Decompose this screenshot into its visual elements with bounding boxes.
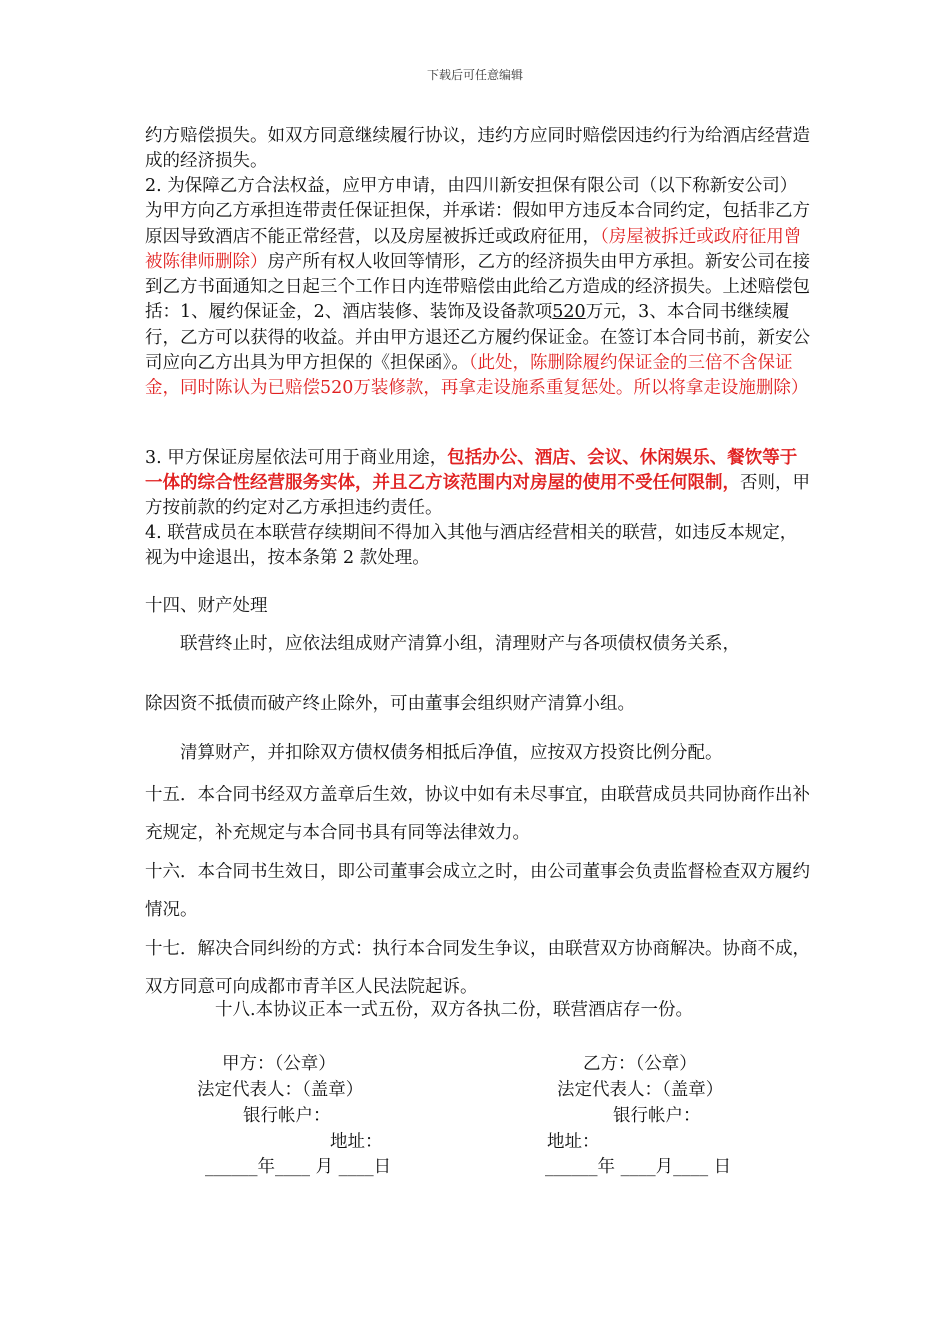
clause-2-text-b: 房产所有权人收回等情形，乙方的经济损失由甲方承担。新安公司在接到乙方书面通知之日起三个工作日内连带赔偿由此给乙方造成的经济损失。上述赔偿包括：1、履约保证金，2、酒店装修、装饰及设备款项 [145, 251, 810, 323]
clause-2 [145, 174, 810, 402]
paragraph-compensation: 约方赔偿损失。如双方同意继续履行协议，违约方应同时赔偿因违约行为给酒店经营造成的经济损失。 [145, 126, 810, 171]
section-17: 十七．解决合同纠纷的方式：执行本合同发生争议，由联营双方协商解决。协商不成，双方同意可向成都市青羊区人民法院起诉。 [145, 939, 810, 997]
party-b-date: ______年 ____月____ 日 [545, 1157, 732, 1177]
party-b-bank: 银行帐户： [613, 1106, 701, 1126]
section-15: 十五．本合同书经双方盖章后生效，协议中如有未尽事宜，由联营成员共同协商作出补充规定，补充规定与本合同书具有同等法律效力。 [145, 785, 810, 843]
party-a-rep: 法定代表人：（盖章） [197, 1080, 364, 1100]
party-a-date: ______年____ 月 ____日 [205, 1157, 392, 1177]
party-a-address: 地址： [330, 1132, 383, 1152]
section-16: 十六．本合同书生效日，即公司董事会成立之时，由公司董事会负责监督检查双方履约情况。 [145, 862, 810, 920]
clause-3 [145, 446, 810, 521]
party-b-rep: 法定代表人：（盖章） [557, 1080, 724, 1100]
party-b-label: 乙方：（公章） [583, 1054, 697, 1074]
section-14-para-2: 除因资不抵债而破产终止除外，可由董事会组织财产清算小组。 [145, 694, 635, 714]
clause-4: 4. 联营成员在本联营存续期间不得加入其他与酒店经营相关的联营，如违反本规定，视为中途退出，按本条第 2 款处理。 [145, 523, 798, 568]
section-14-para-1: 联营终止时，应依法组成财产清算小组，清理财产与各项债权债务关系， [180, 634, 740, 654]
clause-2-text-a: 2. 为保障乙方合法权益，应甲方申请，由四川新安担保有限公司（以下称新安公司）为甲方向乙方承担连带责任保证担保，并承诺：假如甲方违反本合同约定，包括非乙方原因导致酒店不能正常经营，以及房屋被拆迁或政府征用， [145, 176, 810, 247]
party-a-label: 甲方：（公章） [222, 1054, 336, 1074]
section-18: 十八.本协议正本一式五份，双方各执二份，联营酒店存一份。 [215, 1000, 694, 1020]
clause-3-bold-red: 包括办公、酒店、会议、休闲娱乐、餐饮等于一体的综合性经营服务实体，并且乙方该范围内对房屋的使用不受任何限制， [145, 448, 798, 493]
section-14-para-3: 清算财产，并扣除双方债权债务相抵后净值，应按双方投资比例分配。 [180, 743, 723, 763]
annotation-red-1: （房屋被拆迁或政府征用曾被陈律师删除） [145, 226, 802, 272]
amount-value: 520 [552, 302, 586, 323]
clause-3-text-b: 否则，甲方按前款的约定对乙方承担违约责任。 [145, 473, 810, 518]
page-header: 下载后可任意编辑 [426, 68, 523, 82]
annotation-red-2: （此处，陈删除履约保证金的三倍不含保证金，同时陈认为已赔偿520万装修款，再拿走设施系重复惩处。所以将拿走设施删除） [145, 353, 809, 399]
party-a-bank: 银行帐户： [243, 1106, 331, 1126]
clause-2-text-c: 万元，3、本合同书继续履行，乙方可以获得的收益。并由甲方退还乙方履约保证金。在签订本合同书前，新安公司应向乙方出具为甲方担保的《担保函》。 [145, 302, 810, 374]
party-b-address: 地址： [547, 1132, 600, 1152]
clause-3-text-a: 3. 甲方保证房屋依法可用于商业用途， [145, 448, 448, 468]
section-14-title: 十四、财产处理 [145, 596, 268, 616]
